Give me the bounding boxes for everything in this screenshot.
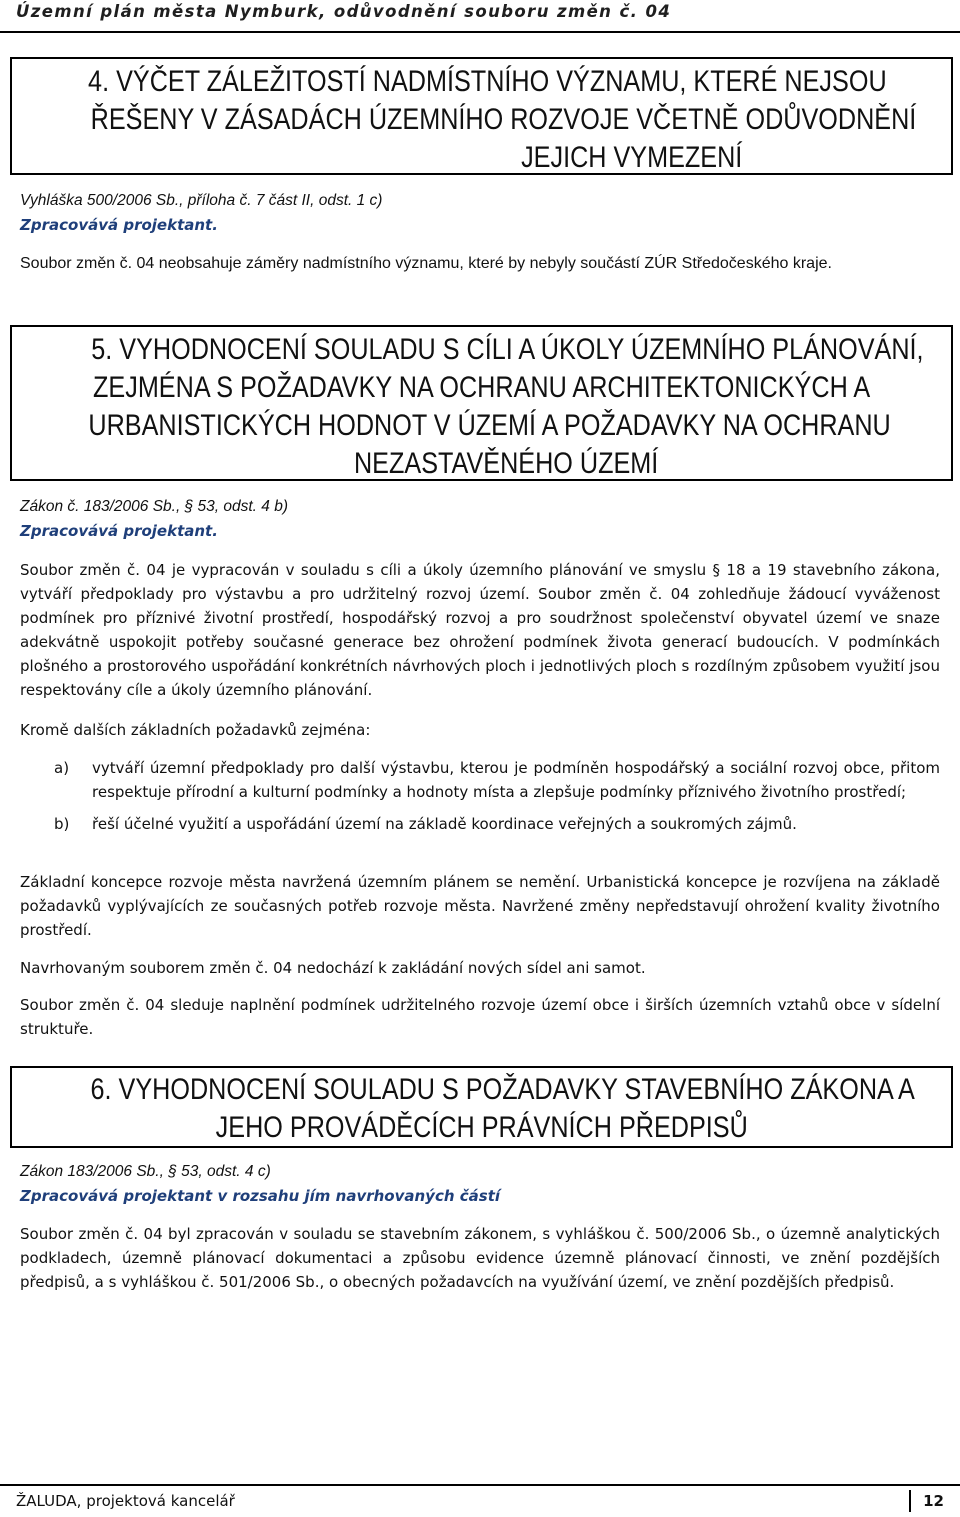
list-marker: b): [54, 815, 70, 833]
section-4-processor: Zpracovává projektant.: [20, 216, 218, 234]
section-4-legal-ref: Vyhláška 500/2006 Sb., příloha č. 7 část II, odst. 1 c): [20, 192, 383, 209]
section-5-legal-ref: Zákon č. 183/2006 Sb., § 53, odst. 4 b): [20, 498, 288, 515]
list-marker: a): [54, 759, 70, 777]
section-6-heading-line: 6. VYHODNOCENÍ SOULADU S POŽADAVKY STAVEBNÍHO ZÁKONA A: [90, 1073, 915, 1106]
section-6-processor: Zpracovává projektant v rozsahu jím navrhovaných částí: [20, 1187, 501, 1205]
list-item-text: řeší účelné využití a uspořádání území na základě koordinace veřejných a soukromých zájmů.: [92, 815, 797, 833]
footer-separator: [909, 1490, 911, 1512]
requirements-list: [20, 756, 940, 836]
section-5-paragraph-5: Soubor změn č. 04 sleduje naplnění podmínek udržitelného rozvoje území obce i širších územních vztahů obce v sídelní struktuře.: [20, 996, 940, 1038]
section-5-paragraph-2: Kromě dalších základních požadavků zejména:: [20, 721, 371, 739]
section-4-heading: [10, 57, 953, 175]
section-4-heading-line: ŘEŠENY V ZÁSADÁCH ÚZEMNÍHO ROZVOJE VČETNĚ ODŮVODNĚNÍ: [90, 103, 917, 136]
section-6-paragraph-1: Soubor změn č. 04 byl zpracován v souladu se stavebním zákonem, s vyhláškou č. 500/2006 Sb., o územně analytických podkladech, územně plánovací dokumentaci a způsobu evidence územně plánovací činnosti, ve znění pozdějších předpisů, a s vyhláškou č. 501/2006 Sb., o obecných požadavcích na využívání území, ve znění pozdějších předpisů.: [20, 1225, 940, 1291]
footer-page: [909, 1490, 944, 1512]
section-6-legal-ref: Zákon 183/2006 Sb., § 53, odst. 4 c): [20, 1163, 271, 1180]
section-5-heading-line: URBANISTICKÝCH HODNOT V ÚZEMÍ A POŽADAVKY NA OCHRANU: [88, 409, 891, 442]
section-5-heading: [10, 325, 953, 481]
section-4-text: Soubor změn č. 04 neobsahuje záměry nadmístního významu, které by nebyly součástí ZÚR Středočeského kraje.: [20, 255, 832, 272]
section-5-paragraph-4: Navrhovaným souborem změn č. 04 nedochází k zakládání nových sídel ani samot.: [20, 959, 646, 977]
section-5-processor: Zpracovává projektant.: [20, 522, 218, 540]
section-4-heading-line: JEJICH VYMEZENÍ: [520, 141, 743, 174]
section-6-heading-line: JEHO PROVÁDĚCÍCH PRÁVNÍCH PŘEDPISŮ: [215, 1111, 748, 1144]
section-5-paragraph-3: Základní koncepce rozvoje města navržená územním plánem se nemění. Urbanistická koncepce je rozvíjena na základě požadavků vyplývajících ze současných potřeb rozvoje města. Navržené změny nepředstavují ohrožení kvality životního prostředí.: [20, 873, 940, 939]
list-item: [20, 812, 940, 836]
footer-company: ŽALUDA, projektová kancelář: [16, 1492, 235, 1510]
page-number: 12: [923, 1492, 944, 1510]
footer-rule: [0, 1484, 960, 1486]
header-rule: [0, 31, 960, 33]
section-5-heading-line: ZEJMÉNA S POŽADAVKY NA OCHRANU ARCHITEKTONICKÝCH A: [92, 371, 871, 404]
page-header-title: Územní plán města Nymburk, odůvodnění souboru změn č. 04: [16, 2, 672, 21]
list-item: [20, 756, 940, 804]
section-4-heading-line: 4. VÝČET ZÁLEŽITOSTÍ NADMÍSTNÍHO VÝZNAMU, KTERÉ NEJSOU: [88, 65, 887, 98]
list-item-text: vytváří územní předpoklady pro další výstavbu, kterou je podmíněn hospodářský a sociální rozvoj obce, přitom respektuje přírodní a kulturní podmínky a hodnoty místa a zlepšuje podmínky příznivého životního prostředí;: [92, 759, 940, 801]
section-5-paragraph-1: Soubor změn č. 04 je vypracován v souladu s cíli a úkoly územního plánování ve smyslu § 18 a 19 stavebního zákona, vytváří předpoklady pro výstavbu a pro udržitelný rozvoj území. Soubor změn č. 04 zohledňuje žádoucí vyváženost podmínek pro příznivé životní prostředí, hospodářský rozvoj a pro soudržnost společenství obyvatel území ve snaze adekvátně uspokojit potřeby současné generace bez ohrožení podmínek života generací budoucích. V podmínkách plošného a prostorového uspořádání konkrétních návrhových ploch i jednotlivých ploch s rozdílným způsobem využití jsou respektovány cíle a úkoly územního plánování.: [20, 561, 940, 699]
section-5-heading-line: NEZASTAVĚNÉHO ÚZEMÍ: [354, 447, 659, 480]
section-6-heading: [10, 1066, 953, 1148]
section-5-heading-line: 5. VYHODNOCENÍ SOULADU S CÍLI A ÚKOLY ÚZEMNÍHO PLÁNOVÁNÍ,: [91, 333, 924, 366]
